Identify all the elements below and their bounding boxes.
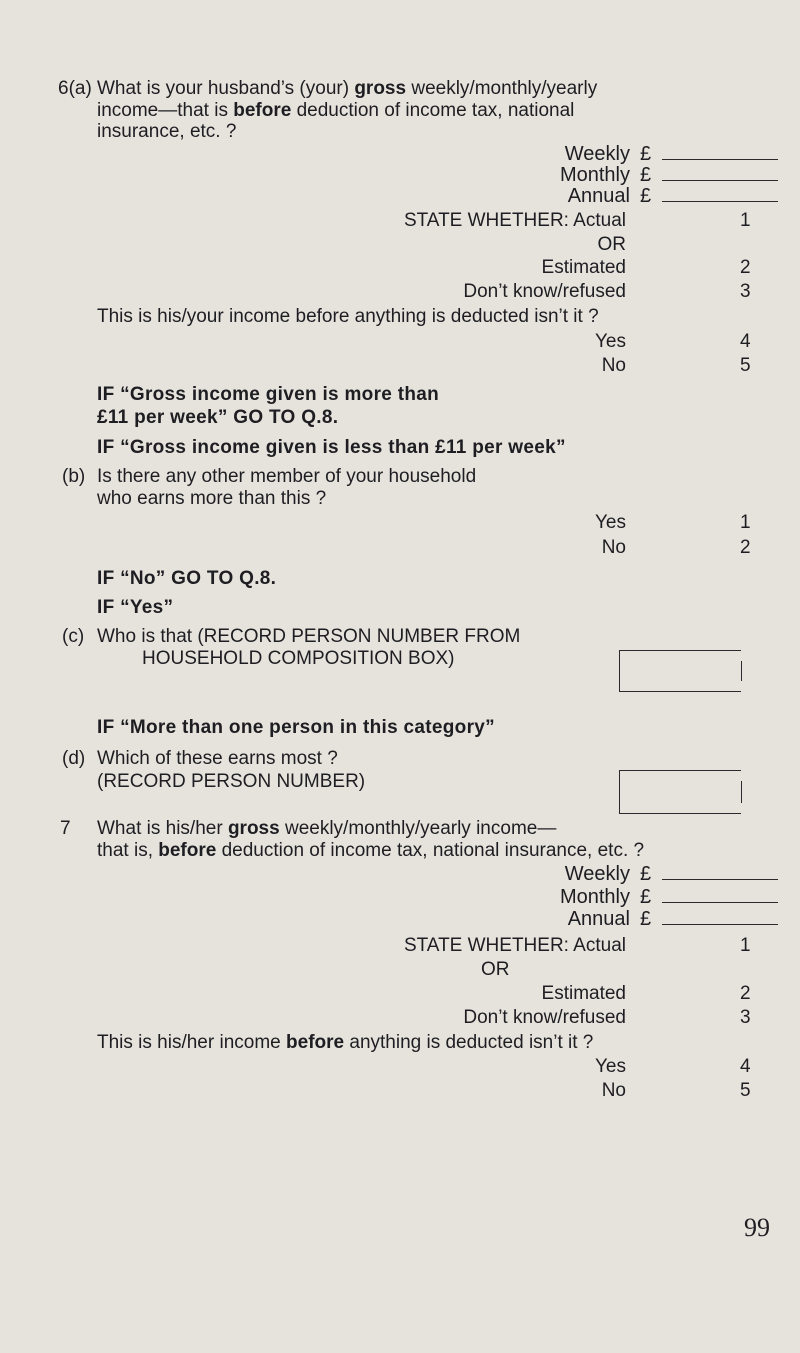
q7-bold-gross: gross: [227, 818, 280, 839]
q7-no: No: [601, 1080, 626, 1101]
q6-code-yes[interactable]: 4: [740, 331, 751, 352]
q6-yes: Yes: [595, 331, 626, 352]
q7-annual-answer-line[interactable]: [662, 924, 778, 925]
q6b-code-yes[interactable]: 1: [740, 512, 751, 533]
q6-code-no[interactable]: 5: [740, 355, 751, 376]
q7-dont-know: Don’t know/refused: [463, 1007, 626, 1028]
q6a-bold-before: before: [233, 100, 292, 121]
q6b-no: No: [601, 537, 626, 558]
q7-text-part: What is his/her: [97, 818, 228, 839]
q6b-text-line2: who earns more than this ?: [97, 488, 327, 509]
q7-code-actual[interactable]: 1: [740, 935, 751, 956]
page-number: 99: [744, 1213, 770, 1242]
q6-weekly-answer-line[interactable]: [662, 159, 778, 160]
q6a-text-line3: insurance, etc. ?: [97, 121, 237, 142]
q6-monthly-label: Monthly: [559, 164, 630, 186]
q6b-number: (b): [62, 466, 86, 487]
q7-confirm-part: This is his/her income: [97, 1032, 287, 1053]
q6c-text-line1: Who is that (RECORD PERSON NUMBER FROM: [97, 626, 521, 647]
q6b-yes: Yes: [595, 512, 626, 533]
routing-if-no: IF “No” GO TO Q.8.: [97, 568, 277, 589]
q6c-person-number-box[interactable]: [619, 650, 741, 692]
q6b-text-line1: Is there any other member of your household: [97, 466, 477, 487]
routing-more-than-one: IF “More than one person in this category”: [97, 717, 495, 738]
q7-code-yes[interactable]: 4: [740, 1056, 751, 1077]
q7-or: OR: [481, 959, 510, 980]
routing-gross-more-line1: IF “Gross income given is more than: [97, 384, 440, 405]
q6d-text-line1: Which of these earns most ?: [97, 748, 338, 769]
q7-weekly-label: Weekly: [564, 863, 630, 885]
q7-annual-label: Annual: [567, 908, 630, 930]
q6-dont-know: Don’t know/refused: [463, 281, 626, 302]
q7-code-dontknow[interactable]: 3: [740, 1007, 751, 1028]
pound-sign: £: [640, 886, 652, 908]
q6-annual-answer-line[interactable]: [662, 201, 778, 202]
q7-code-estimated[interactable]: 2: [740, 983, 751, 1004]
q6-no: No: [601, 355, 626, 376]
routing-gross-less: IF “Gross income given is less than £11 per week”: [97, 437, 566, 458]
pound-sign: £: [640, 863, 652, 885]
pound-sign: £: [640, 185, 652, 207]
q7-bold-before: before: [158, 840, 217, 861]
pound-sign: £: [640, 164, 652, 186]
q6-code-actual[interactable]: 1: [740, 210, 751, 231]
pound-sign: £: [640, 143, 652, 165]
q7-confirm-part: anything is deducted isn’t it ?: [344, 1032, 594, 1053]
q6a-text-part: income—that is: [97, 100, 234, 121]
pound-sign: £: [640, 908, 652, 930]
q7-number: 7: [60, 818, 71, 839]
q6-annual-label: Annual: [567, 185, 630, 207]
q7-yes: Yes: [595, 1056, 626, 1077]
q6-weekly-label: Weekly: [564, 143, 630, 165]
q7-text-line1: [97, 818, 556, 840]
q6c-number: (c): [62, 626, 85, 647]
q6a-text-line1: [97, 78, 597, 100]
q7-text-part: that is,: [97, 840, 159, 861]
q6d-text-line2: (RECORD PERSON NUMBER): [97, 771, 366, 792]
q6a-text-part: deduction of income tax, national: [291, 100, 575, 121]
q6-code-dontknow[interactable]: 3: [740, 281, 751, 302]
q6a-text-line2: [97, 100, 574, 122]
routing-if-yes: IF “Yes”: [97, 597, 174, 618]
q6-estimated: Estimated: [541, 257, 626, 278]
q7-text-line2: [97, 840, 644, 862]
q7-monthly-label: Monthly: [559, 886, 630, 908]
q7-monthly-answer-line[interactable]: [662, 902, 778, 903]
q7-text-part: deduction of income tax, national insurance, etc. ?: [216, 840, 645, 861]
q6b-code-no[interactable]: 2: [740, 537, 751, 558]
q7-estimated: Estimated: [541, 983, 626, 1004]
q6a-number: 6(a): [58, 78, 92, 99]
routing-gross-more-line2: £11 per week” GO TO Q.8.: [97, 407, 339, 428]
q6d-person-number-box[interactable]: [619, 770, 741, 814]
q6-monthly-answer-line[interactable]: [662, 180, 778, 181]
q6-or: OR: [597, 234, 626, 255]
q7-text-part: weekly/monthly/yearly income—: [279, 818, 557, 839]
q7-code-no[interactable]: 5: [740, 1080, 751, 1101]
q6c-text-line2: HOUSEHOLD COMPOSITION BOX): [142, 648, 455, 669]
q6-code-estimated[interactable]: 2: [740, 257, 751, 278]
q7-state-whether-actual: STATE WHETHER: Actual: [403, 935, 626, 956]
q6a-text-part: What is your husband’s (your): [97, 78, 355, 99]
q7-bold-before: before: [286, 1032, 345, 1053]
q6-state-whether-actual: STATE WHETHER: Actual: [403, 210, 626, 231]
q7-weekly-answer-line[interactable]: [662, 879, 778, 880]
q6d-number: (d): [62, 748, 86, 769]
q6a-bold-gross: gross: [354, 78, 407, 99]
q6-confirm-question: This is his/your income before anything is deducted isn’t it ?: [97, 306, 599, 327]
q7-confirm-question: [97, 1032, 593, 1054]
q6a-text-part: weekly/monthly/yearly: [406, 78, 598, 99]
